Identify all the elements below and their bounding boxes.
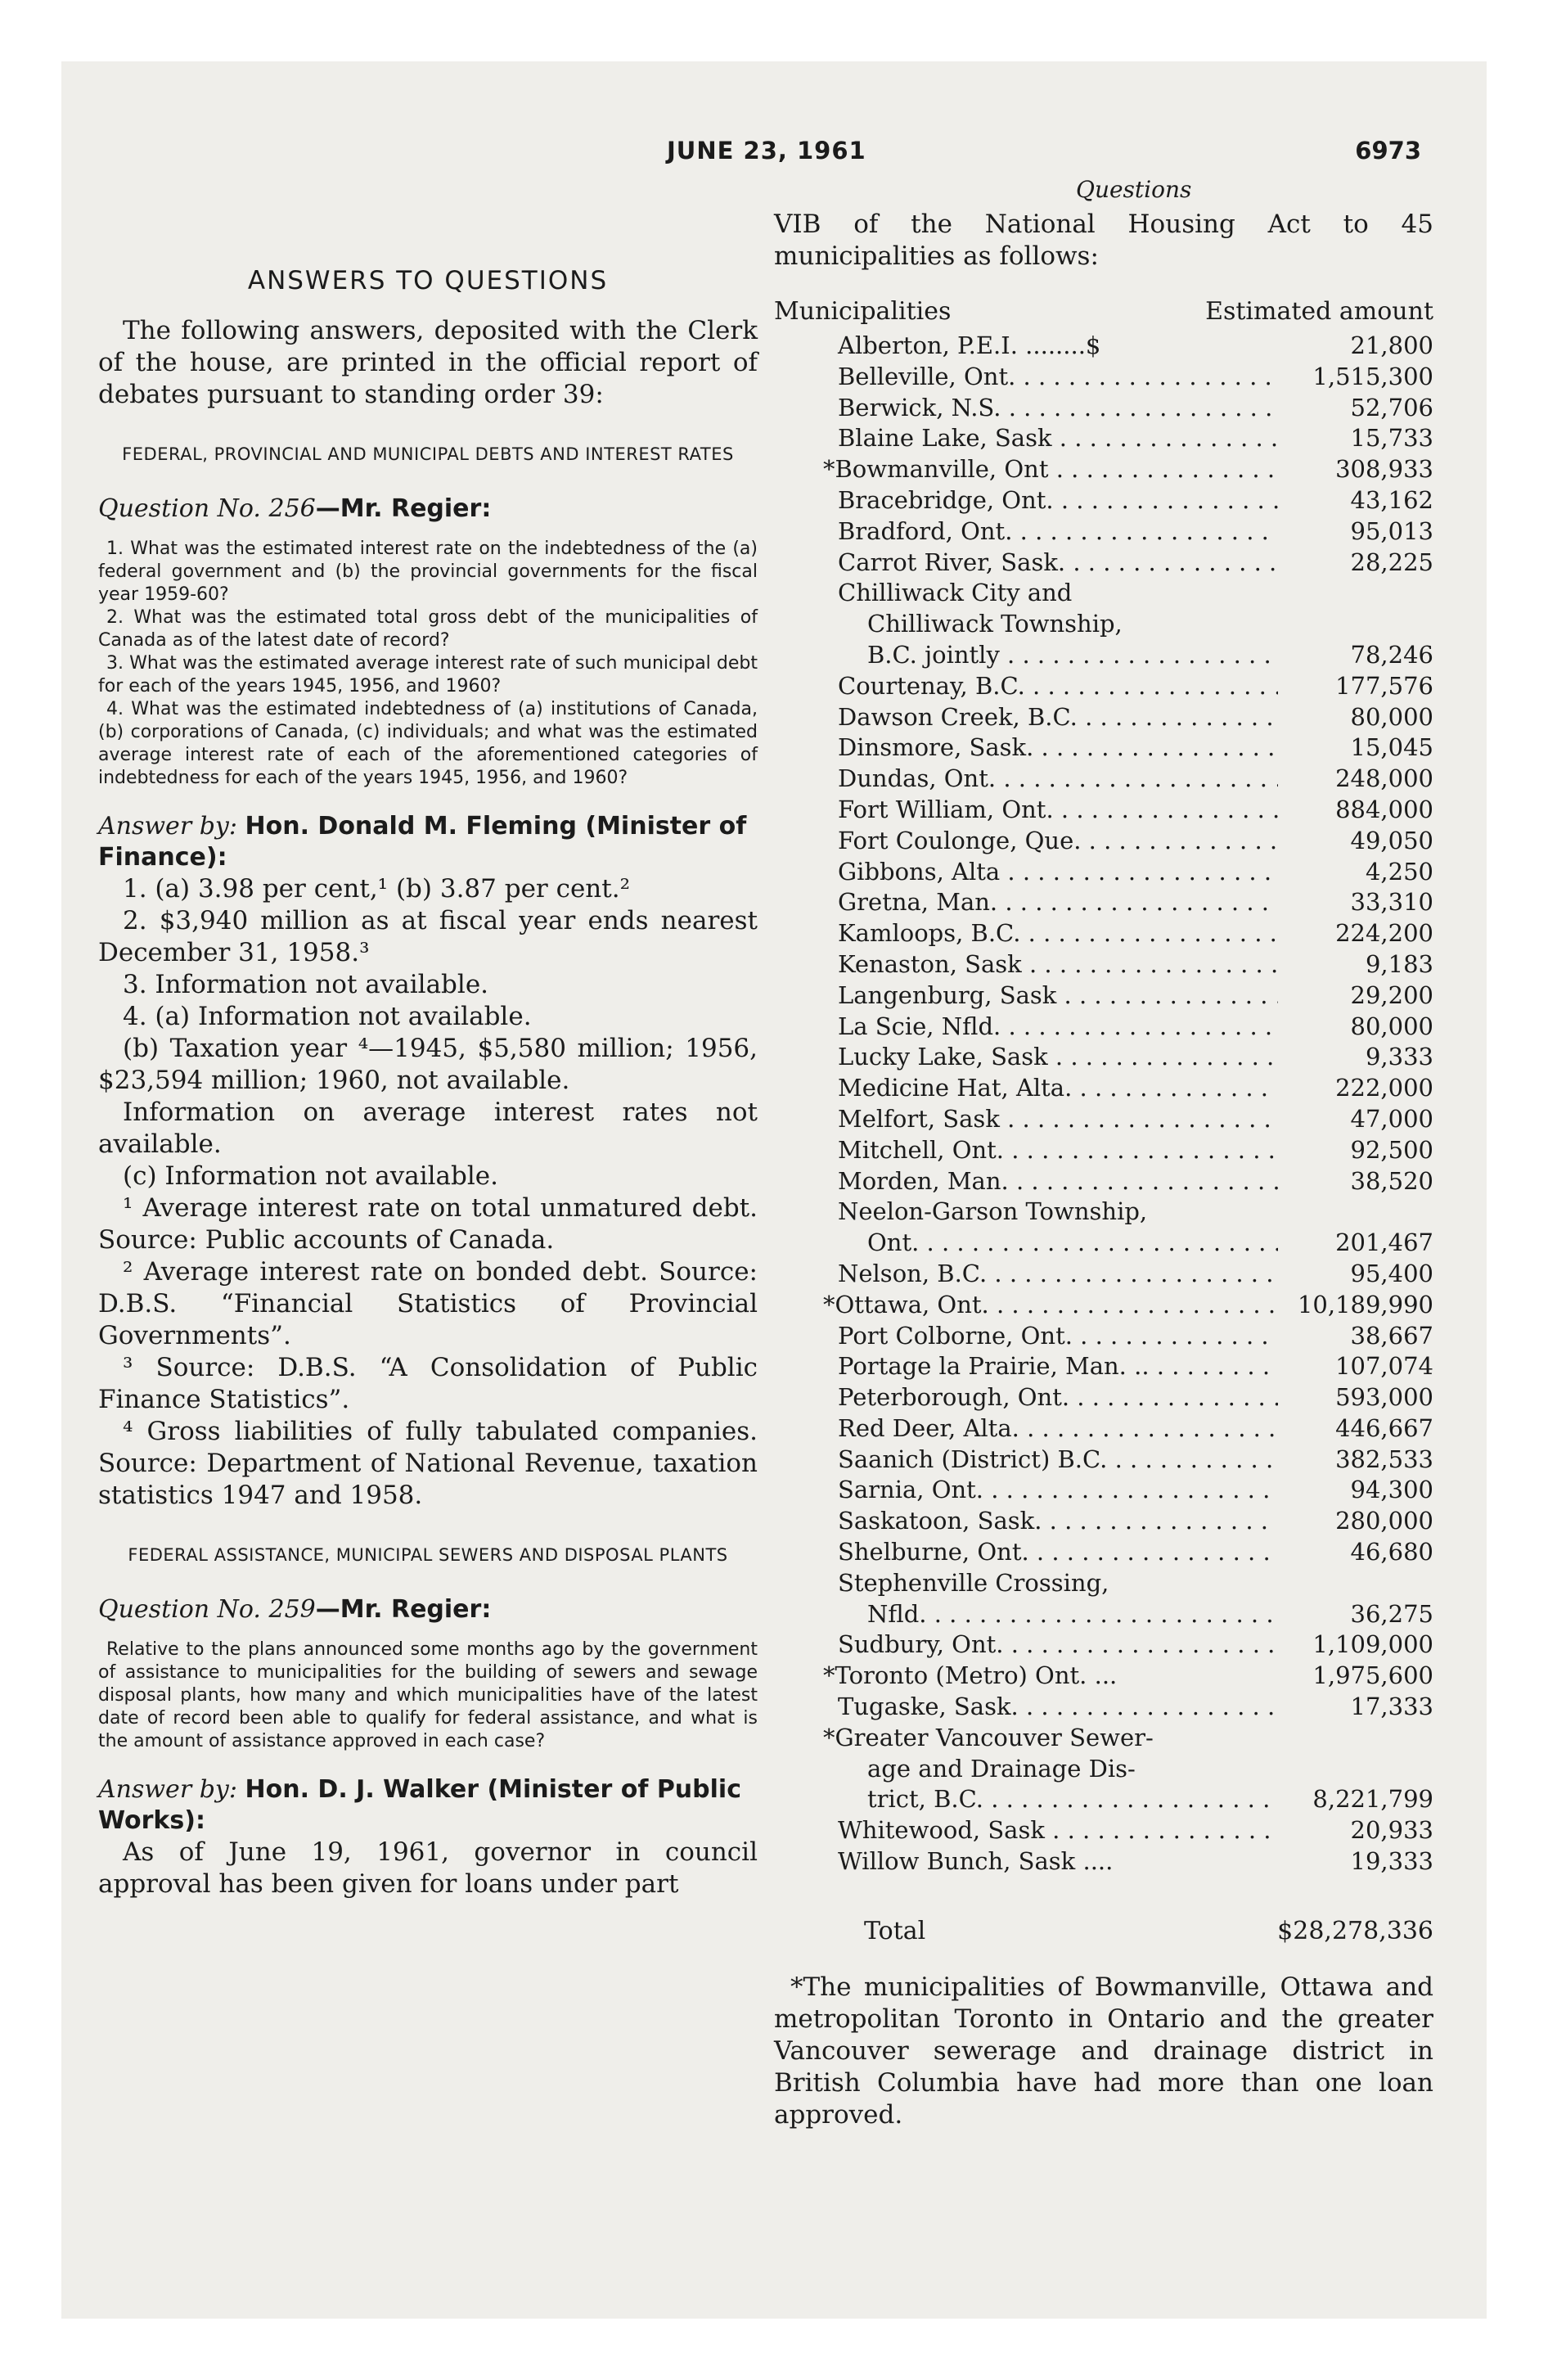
- question-256-item: 4. What was the estimated indebtedness of (a) institutions of Canada, (b) corporations of Canada, (c) individuals; and what was the estimated average interest rate of each of the aforementioned categories of indebtedness for each of the years 1945, 1956, and 1960?: [98, 699, 758, 788]
- leader-dots: [1012, 517, 1278, 545]
- estimated-amount: 224,200: [1335, 919, 1433, 948]
- estimated-amount: 15,733: [1350, 424, 1433, 453]
- municipality-name: Nelson, B.C. . . .: [774, 1259, 1278, 1290]
- table-row: [774, 671, 1433, 702]
- estimated-amount: 47,000: [1350, 1104, 1433, 1133]
- municipality-name: Portage la Prairie, Man. .. . . .: [774, 1351, 1278, 1382]
- municipality-name: *Greater Vancouver Sewer-: [823, 1723, 1154, 1751]
- leader-dots: [1020, 919, 1278, 947]
- question-256-label: Question No. 256: [98, 494, 316, 523]
- estimated-amount: 15,045: [1350, 733, 1433, 762]
- right-column: [774, 209, 1433, 2131]
- leader-dots: [1045, 1816, 1278, 1844]
- estimated-amount: 95,400: [1350, 1259, 1433, 1287]
- footnote-1: ¹ Average interest rate on total unmatured debt. Source: Public accounts of Canada.: [98, 1193, 758, 1255]
- table-row: [774, 331, 1433, 362]
- leader-dots: [1107, 1445, 1278, 1473]
- municipality-name: Shelburne, Ont. . . .: [774, 1537, 1278, 1568]
- estimated-amount: 107,074: [1335, 1352, 1433, 1381]
- estimated-amount: 9,183: [1365, 949, 1433, 978]
- leader-dots: [1004, 1630, 1278, 1658]
- municipality-name: Sarnia, Ont. . . .: [774, 1475, 1278, 1506]
- leader-dots: [1019, 1414, 1278, 1442]
- continuation-paragraph: VIB of the National Housing Act to 45 municipalities as follows:: [774, 210, 1433, 271]
- municipality-name: B.C. jointly . . .: [774, 640, 1278, 671]
- table-row: [774, 1197, 1433, 1228]
- answer-1-heading: [98, 811, 758, 873]
- table-row: [774, 918, 1433, 949]
- table-row: [774, 887, 1433, 918]
- table-row: [774, 980, 1433, 1012]
- question-259-heading: [98, 1595, 758, 1624]
- table-row: [774, 1073, 1433, 1104]
- answer-1-line: 2. $3,940 million as at fiscal year ends nearest December 31, 1958.³: [98, 906, 758, 967]
- leader-dots: [1000, 1105, 1278, 1133]
- leader-dots: [1081, 827, 1278, 854]
- estimated-amount: 446,667: [1335, 1413, 1433, 1442]
- municipality-name: Carrot River, Sask. . . .: [774, 548, 1278, 579]
- leader-dots: [983, 1785, 1278, 1813]
- estimated-amount: 1,975,600: [1312, 1661, 1433, 1690]
- estimated-amount: 280,000: [1335, 1507, 1433, 1535]
- estimated-amount: 80,000: [1350, 702, 1433, 731]
- municipality-name: Peterborough, Ont. . . .: [774, 1382, 1278, 1413]
- estimated-amount: 94,300: [1350, 1476, 1433, 1504]
- section-heading-sewers: FEDERAL ASSISTANCE, MUNICIPAL SEWERS AND DISPOSAL PLANTS: [128, 1545, 728, 1565]
- table-row: [774, 1537, 1433, 1568]
- answer-2-text: As of June 19, 1961, governor in council approval has been given for loans under part: [98, 1837, 758, 1899]
- estimated-amount: 9,333: [1365, 1043, 1433, 1071]
- municipality-name: Dundas, Ont. . . .: [774, 764, 1278, 795]
- leader-dots: [989, 1291, 1278, 1318]
- answer-1-minister: Hon. Donald M. Fleming (Minister of Finance):: [98, 812, 747, 872]
- municipality-name: trict, B.C. . . .: [774, 1784, 1278, 1815]
- leader-dots: [1073, 1322, 1278, 1350]
- municipality-name: *Ottawa, Ont. . . .: [774, 1290, 1278, 1321]
- table-row: [774, 1475, 1433, 1506]
- answer-1-label: Answer by:: [98, 812, 237, 841]
- table-row: [774, 1754, 1433, 1785]
- question-259-member: —Mr. Regier:: [315, 1595, 492, 1624]
- estimated-amount: 20,933: [1350, 1816, 1433, 1845]
- question-256-item: 3. What was the estimated average interest rate of such municipal debt for each of the years 1945, 1956, and 1960?: [98, 653, 758, 696]
- municipality-name: Chilliwack Township,: [867, 610, 1123, 638]
- table-row: [774, 1290, 1433, 1321]
- table-row: [774, 826, 1433, 857]
- table-row: [774, 423, 1433, 454]
- estimated-amount: 29,200: [1350, 980, 1433, 1009]
- intro-paragraph: The following answers, deposited with the Clerk of the house, are printed in the official report of debates pursuant to standing order 39:: [98, 316, 758, 409]
- estimated-amount: 382,533: [1335, 1445, 1433, 1473]
- table-row: [774, 1042, 1433, 1073]
- municipality-name: Whitewood, Sask . . .: [774, 1815, 1278, 1846]
- estimated-amount: 308,933: [1335, 455, 1433, 484]
- estimated-amount: 38,667: [1350, 1321, 1433, 1350]
- municipality-name: Neelon-Garson Township,: [838, 1197, 1148, 1226]
- municipality-name: Stephenville Crossing,: [838, 1568, 1109, 1597]
- total-row: [774, 1917, 1433, 1945]
- estimated-amount: 38,520: [1350, 1166, 1433, 1195]
- municipality-name: *Toronto (Metro) Ont. ...: [823, 1661, 1118, 1690]
- estimated-amount: 222,000: [1335, 1074, 1433, 1102]
- leader-dots: [997, 888, 1278, 916]
- municipality-name: Dinsmore, Sask. . . .: [774, 732, 1278, 764]
- leader-dots: [1025, 672, 1278, 700]
- footnote-2: ² Average interest rate on bonded debt. Source: D.B.S. “Financial Statistics of Provincial Governments”.: [98, 1257, 758, 1350]
- municipality-name: age and Drainage Dis-: [867, 1754, 1136, 1783]
- municipality-name: Saanich (District) B.C. . . .: [774, 1445, 1278, 1476]
- table-row: [774, 1784, 1433, 1815]
- municipality-name: Morden, Man. . . .: [774, 1166, 1278, 1197]
- municipality-name: Port Colborne, Ont. . . .: [774, 1321, 1278, 1352]
- municipality-name: Lucky Lake, Sask . . .: [774, 1042, 1278, 1073]
- municipality-name: Chilliwack City and: [838, 579, 1073, 607]
- leader-dots: [1069, 1383, 1278, 1411]
- estimated-amount: 8,221,799: [1312, 1785, 1433, 1814]
- question-256-item: 1. What was the estimated interest rate on the indebtedness of the (a) federal government and (b) the provincial governments for the fiscal year 1959-60?: [98, 539, 758, 605]
- leader-dots: [1001, 394, 1278, 421]
- estimated-amount: 28,225: [1350, 548, 1433, 576]
- table-row: [774, 1723, 1433, 1754]
- page-number: 6973: [1355, 137, 1421, 165]
- municipality-name: Saskatoon, Sask. . . .: [774, 1506, 1278, 1537]
- leader-dots: [1015, 363, 1278, 390]
- estimated-amount: 10,189,990: [1297, 1290, 1433, 1318]
- section-label: Questions: [1076, 176, 1192, 203]
- table-row: [774, 795, 1433, 826]
- municipality-name: Blaine Lake, Sask . . .: [774, 423, 1278, 454]
- municipality-name: Medicine Hat, Alta. . . .: [774, 1073, 1278, 1104]
- estimated-amount: [1278, 1723, 1433, 1754]
- table-row: [774, 732, 1433, 764]
- total-amount: $28,278,336: [1277, 1916, 1433, 1945]
- municipality-name: Ont. . . .: [774, 1228, 1278, 1259]
- table-row: [774, 1568, 1433, 1599]
- leader-dots: [1052, 424, 1278, 452]
- estimated-amount: 92,500: [1350, 1135, 1433, 1164]
- answer-1-line: Information on average interest rates not available.: [98, 1098, 758, 1159]
- municipality-table: [774, 331, 1433, 1877]
- leader-dots: [1042, 1507, 1278, 1535]
- leader-dots: [1004, 1136, 1278, 1164]
- amount-column-header: Estimated amount: [1205, 297, 1433, 326]
- estimated-amount: 1,515,300: [1312, 362, 1433, 390]
- page-date: JUNE 23, 1961: [667, 137, 866, 165]
- leader-dots: [1001, 1012, 1278, 1040]
- estimated-amount: 19,333: [1350, 1847, 1433, 1876]
- table-row: [774, 640, 1433, 671]
- municipality-name: Bracebridge, Ont. . . .: [774, 485, 1278, 516]
- hansard-page: [61, 61, 1487, 2319]
- table-row: [774, 1228, 1433, 1259]
- leader-dots: [996, 764, 1278, 792]
- table-row: [774, 702, 1433, 733]
- question-259-label: Question No. 259: [98, 1595, 316, 1624]
- municipality-name: Langenburg, Sask . . .: [774, 980, 1278, 1012]
- table-row: [774, 1259, 1433, 1290]
- answer-1-line: 3. Information not available.: [123, 970, 489, 999]
- municipality-name: Melfort, Sask . . .: [774, 1104, 1278, 1135]
- estimated-amount: 201,467: [1335, 1228, 1433, 1257]
- estimated-amount: 49,050: [1350, 826, 1433, 854]
- leader-dots: [1029, 1538, 1278, 1566]
- municipality-name: Fort Coulonge, Que. . . .: [774, 826, 1278, 857]
- estimated-amount: 80,000: [1350, 1012, 1433, 1040]
- table-row: [774, 516, 1433, 548]
- answer-1-line: (c) Information not available.: [123, 1161, 498, 1191]
- estimated-amount: 593,000: [1335, 1383, 1433, 1412]
- answer-2-label: Answer by:: [98, 1775, 237, 1804]
- table-row: [774, 454, 1433, 485]
- leader-dots: [1065, 548, 1278, 576]
- question-256-heading: [98, 494, 758, 523]
- answer-1-line: 4. (a) Information not available.: [123, 1002, 532, 1031]
- leader-dots: [1054, 486, 1278, 514]
- section-heading-debts: FEDERAL, PROVINCIAL AND MUNICIPAL DEBTS AND INTEREST RATES: [122, 444, 734, 464]
- table-row: [774, 1166, 1433, 1197]
- leader-dots: [983, 1476, 1278, 1503]
- answer-1-line: 1. (a) 3.98 per cent,¹ (b) 3.87 per cent.²: [123, 874, 630, 904]
- table-row: [774, 548, 1433, 579]
- question-256-item: 2. What was the estimated total gross debt of the municipalities of Canada as of the latest date of record?: [98, 607, 758, 651]
- table-row: [774, 1351, 1433, 1382]
- municipality-name: Bradford, Ont. . . .: [774, 516, 1278, 548]
- leader-dots: [1150, 1352, 1278, 1380]
- municipalities-column-header: Municipalities: [774, 297, 952, 326]
- table-row: [774, 1599, 1433, 1630]
- estimated-amount: 95,013: [1350, 516, 1433, 545]
- table-row: [774, 1445, 1433, 1476]
- municipality-name: Belleville, Ont. . . .: [774, 362, 1278, 393]
- leader-dots: [1054, 796, 1278, 823]
- leader-dots: [1019, 1693, 1278, 1720]
- table-row: [774, 764, 1433, 795]
- table-row: [774, 1135, 1433, 1166]
- question-256-member: —Mr. Regier:: [315, 494, 492, 523]
- leader-dots: [1009, 1167, 1278, 1195]
- estimated-amount: 33,310: [1350, 888, 1433, 917]
- municipality-name: *Bowmanville, Ont . . .: [774, 454, 1278, 485]
- question-259-text: Relative to the plans announced some months ago by the government of assistance to municipalities for the building of sewers and sewage disposal plants, how many and which municipalities have of the latest date of record been able to qualify for federal assistance, and what is the amount of assistance approved in each case?: [98, 1639, 758, 1751]
- estimated-amount: 884,000: [1335, 795, 1433, 823]
- estimated-amount: [1278, 578, 1433, 609]
- municipality-name: Red Deer, Alta. . . .: [774, 1413, 1278, 1445]
- table-row: [774, 1321, 1433, 1352]
- table-row: [774, 949, 1433, 980]
- table-row: [774, 1382, 1433, 1413]
- estimated-amount: 43,162: [1350, 485, 1433, 514]
- leader-dots: [987, 1260, 1278, 1287]
- table-row: [774, 1012, 1433, 1043]
- table-row: [774, 1104, 1433, 1135]
- municipality-name: Willow Bunch, Sask ....: [838, 1847, 1114, 1876]
- municipality-name: Dawson Creek, B.C. . . .: [774, 702, 1278, 733]
- table-row: [774, 1506, 1433, 1537]
- table-row: [774, 1846, 1433, 1877]
- estimated-amount: 21,800: [1350, 331, 1433, 359]
- leader-dots: [1048, 1043, 1278, 1071]
- estimated-amount: [1278, 1197, 1433, 1228]
- leader-dots: [1000, 858, 1278, 886]
- table-row: [774, 393, 1433, 424]
- leader-dots: [1072, 1074, 1278, 1102]
- municipality-name: Tugaske, Sask. . . .: [774, 1692, 1278, 1723]
- footnote-3: ³ Source: D.B.S. “A Consolidation of Public Finance Statistics”.: [98, 1353, 758, 1414]
- left-column: [98, 209, 758, 1900]
- estimated-amount: 177,576: [1335, 671, 1433, 700]
- municipality-name: Gibbons, Alta . . .: [774, 857, 1278, 888]
- table-row: [774, 1629, 1433, 1661]
- estimated-amount: 46,680: [1350, 1538, 1433, 1566]
- municipality-name: Sudbury, Ont. . . .: [774, 1629, 1278, 1661]
- leader-dots: [1078, 703, 1278, 731]
- municipality-name: La Scie, Nfld. . . .: [774, 1012, 1278, 1043]
- table-footnote: *The municipalities of Bowmanville, Ottawa and metropolitan Toronto in Ontario and the greater Vancouver sewerage and drainage district in British Columbia have had more than one loan approved.: [774, 1972, 1433, 2130]
- answer-2-heading: [98, 1774, 758, 1837]
- leader-dots: [1048, 455, 1278, 483]
- municipality-name: Kenaston, Sask . . .: [774, 949, 1278, 980]
- table-row: [774, 362, 1433, 393]
- footnote-4: ⁴ Gross liabilities of fully tabulated companies. Source: Department of National Revenue, taxation statistics 1947 and 1958.: [98, 1417, 758, 1510]
- leader-dots: [1000, 641, 1278, 669]
- estimated-amount: [1278, 1568, 1433, 1599]
- estimated-amount: 17,333: [1350, 1693, 1433, 1721]
- table-row: [774, 609, 1433, 640]
- leader-dots: [1056, 981, 1278, 1009]
- estimated-amount: 36,275: [1350, 1599, 1433, 1628]
- leader-dots: [919, 1228, 1278, 1256]
- table-row: [774, 1661, 1433, 1692]
- municipality-name: Courtenay, B.C. . . .: [774, 671, 1278, 702]
- estimated-amount: 1,109,000: [1312, 1630, 1433, 1659]
- leader-dots: [1033, 733, 1278, 761]
- leader-dots: [1022, 950, 1278, 978]
- municipality-name: Nfld. . . .: [774, 1599, 1278, 1630]
- estimated-amount: 4,250: [1365, 857, 1433, 886]
- estimated-amount: [1278, 1754, 1433, 1785]
- main-title: ANSWERS TO QUESTIONS: [247, 266, 609, 295]
- municipality-name: Gretna, Man. . . .: [774, 887, 1278, 918]
- municipality-name: Fort William, Ont. . . .: [774, 795, 1278, 826]
- table-row: [774, 857, 1433, 888]
- table-row: [774, 1692, 1433, 1723]
- leader-dots: [927, 1600, 1279, 1628]
- municipality-name: Kamloops, B.C. . . .: [774, 918, 1278, 949]
- answer-1-line: (b) Taxation year ⁴—1945, $5,580 million; 1956, $23,594 million; 1960, not available.: [98, 1034, 758, 1095]
- table-row: [774, 485, 1433, 516]
- estimated-amount: 78,246: [1350, 640, 1433, 669]
- estimated-amount: 52,706: [1350, 393, 1433, 421]
- municipality-name: Alberton, P.E.I. ........$: [838, 331, 1101, 359]
- total-label: Total: [864, 1916, 926, 1945]
- municipality-name: Berwick, N.S. . . .: [774, 393, 1278, 424]
- table-row: [774, 1815, 1433, 1846]
- municipality-name: Mitchell, Ont. . . .: [774, 1135, 1278, 1166]
- estimated-amount: [1278, 609, 1433, 640]
- answer-2-minister: Hon. D. J. Walker (Minister of Public Works):: [98, 1775, 741, 1835]
- estimated-amount: 248,000: [1335, 764, 1433, 793]
- table-row: [774, 578, 1433, 609]
- table-header: [774, 297, 1433, 326]
- table-row: [774, 1413, 1433, 1445]
